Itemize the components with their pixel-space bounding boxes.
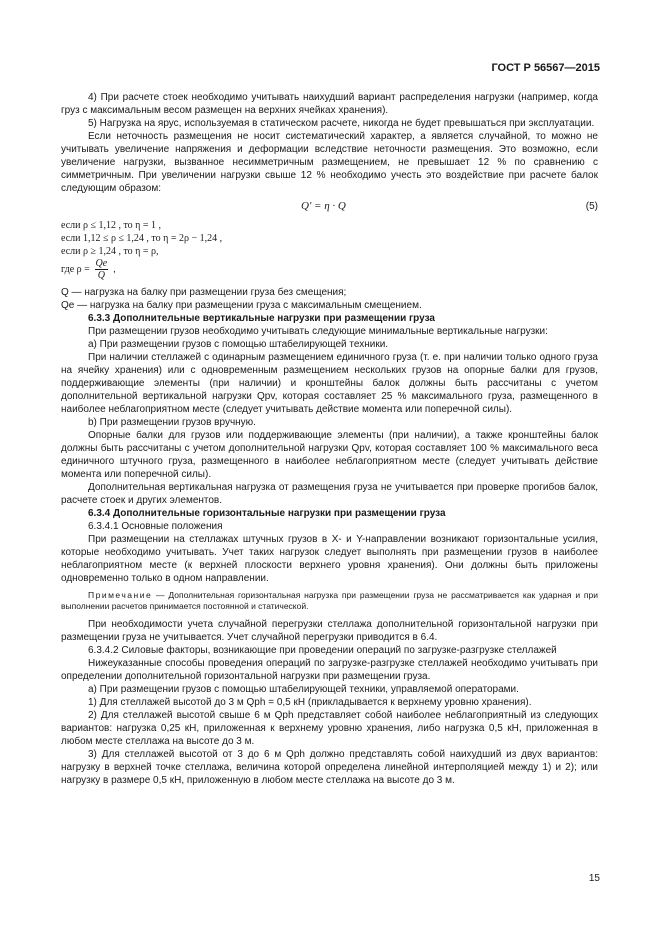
formula-expression: Q' = η · Q (301, 200, 346, 212)
paragraph-item-2-height-6m: 2) Для стеллажей высотой свыше 6 м Qph представляет собой наиболее неблагоприятный из следующих вариантов: нагрузка 0,25 кН, приложенная к верхнему уровню хранения, либо нагрузка 0,5 кН, приложенная в любом месте стеллажа на высоте до 3 м. (61, 710, 598, 747)
subsection-heading-6-3-4-2: 6.3.4.2 Силовые факторы, возникающие при проведении операций по загрузке-разгрузке стеллажей (88, 645, 557, 656)
paragraph-min-vertical-loads: При размещении грузов необходимо учитывать следующие минимальные вертикальные нагрузки: (88, 326, 548, 337)
section-heading-6-3-3: 6.3.3 Дополнительные вертикальные нагрузки при размещении груза (88, 313, 435, 324)
section-heading-6-3-4: 6.3.4 Дополнительные горизонтальные нагрузки при размещении груза (88, 508, 446, 519)
paragraph-item-1-height-3m: 1) Для стеллажей высотой до 3 м Qph = 0,5 кН (прикладывается к верхнему уровню хранения). (88, 697, 532, 708)
definition-qe: Qe — нагрузка на балку при размещении груза с максимальным смещением. (61, 300, 422, 311)
note-text: — Дополнительная горизонтальная нагрузка при размещении груза не рассматривается как ударная и при выполнении расчетов принимается постоянной и статической. (61, 590, 598, 611)
paragraph-item-a-stacking: a) При размещении грузов с помощью штабелирующей техники. (88, 339, 389, 350)
formula-5 (61, 197, 598, 217)
paragraph-support-beams: Опорные балки для грузов или поддерживающие элементы (при наличии), а также кронштейны балок должны быть рассчитаны с учетом дополнительной нагрузки Qpv, которая составляет 100 % максимального веса единичного штучного груза, размещенного в наиболее неблагоприятном месте (следует учитывать действие момента или поперечной силы). (61, 430, 598, 480)
paragraph-accidental-overload: При необходимости учета случайной перегрузки стеллажа дополнительной горизонтальной нагрузки при размещении груза не учитывается. Учет случайной перегрузки приводится в 6.4. (61, 619, 598, 643)
paragraph-item-5: 5) Нагрузка на ярус, используемая в статическом расчете, никогда не будет превышаться при эксплуатации. (88, 118, 595, 129)
note-label: Примечание (88, 590, 153, 600)
paragraph-additional-vertical: Дополнительная вертикальная нагрузка от размещения груза не учитывается при проверке прогибов балок, расчете стоек и других элементов. (61, 482, 598, 506)
document-body (61, 91, 598, 787)
rho-numerator: Qe (95, 258, 108, 269)
note (61, 590, 598, 612)
paragraph-horizontal-forces: При размещении на стеллажах штучных грузов в X- и Y-направлении возникают горизонтальные усилия, которые необходимо учитывать. Учет таких нагрузок следует выполнять при размещении грузов в наиболее неблагоприятном месте (к верхней плоскости верхнего уровня хранения). Они должны быть приложены одновременно только в одном направлении. (61, 534, 598, 584)
formula-number: (5) (585, 201, 598, 212)
paragraph-placement-inaccuracy: Если неточность размещения не носит систематический характер, а является случайной, то можно не учитывать увеличение напряжения и деформации вследствие неточности размещения. Это возможно, если увеличение нагрузки, вызванное несимметричным размещением, не превышает 12 % по сравнению с симметричным. При увеличении нагрузки свыше 12 % необходимо учесть это воздействие при расчете балок следующим образом: (61, 131, 598, 194)
rho-prefix: где ρ = (61, 264, 90, 276)
rho-denominator: Q (97, 270, 105, 281)
rho-suffix: , (113, 264, 116, 276)
document-header-id: ГОСТ Р 56567—2015 (491, 62, 600, 74)
paragraph-item-b-manual: b) При размещении грузов вручную. (88, 417, 256, 428)
definition-q: Q — нагрузка на балку при размещении груза без смещения; (61, 287, 347, 298)
condition-3: если ρ ≥ 1,24 , то η = ρ, (61, 246, 159, 257)
paragraph-item-a-operators: a) При размещении грузов с помощью штабелирующей техники, управляемой операторами. (88, 684, 519, 695)
page-number: 15 (588, 873, 600, 884)
condition-1: если ρ ≤ 1,12 , то η = 1 , (61, 220, 162, 231)
subsection-heading-6-3-4-1: 6.3.4.1 Основные положения (88, 521, 223, 532)
paragraph-loading-methods: Нижеуказанные способы проведения операций по загрузке-разгрузке стеллажей необходимо учитывать при определении дополнительной горизонтальной нагрузки при размещении груза. (61, 658, 598, 682)
paragraph-item-4: 4) При расчете стоек необходимо учитывать наихудший вариант распределения нагрузки (например, когда груз с максимальным весом размещен на верхних ячейках хранения). (61, 92, 598, 116)
paragraph-item-3-height-3-6m: 3) Для стеллажей высотой от 3 до 6 м Qph должно представлять собой наихудший из двух вариантов: нагрузку в верхней точке стеллажа, величина которой определена линейной интерполяцией между 1) и 2); или нагрузку в размере 0,5 кН, приложенную в любом месте стеллажа на высоте до 3 м. (61, 749, 598, 786)
paragraph-single-placement: При наличии стеллажей с одинарным размещением единичного груза (т. е. при наличии только одного груза на ячейку хранения) или с одновременным размещением нескольких грузов на опорные балки для грузов, поддерживающие элементы (при наличии) и кронштейны балок должны быть рассчитаны с учетом дополнительной вертикальной нагрузки Qpv, которая составляет 25 % максимального груза, размещенного в наиболее неблагоприятном месте (следует учитывать действие момента или поперечной силы). (61, 352, 598, 415)
rho-fraction (95, 258, 109, 281)
condition-2: если 1,12 ≤ ρ ≤ 1,24 , то η = 2ρ − 1,24 , (61, 233, 223, 244)
rho-definition (61, 258, 598, 286)
